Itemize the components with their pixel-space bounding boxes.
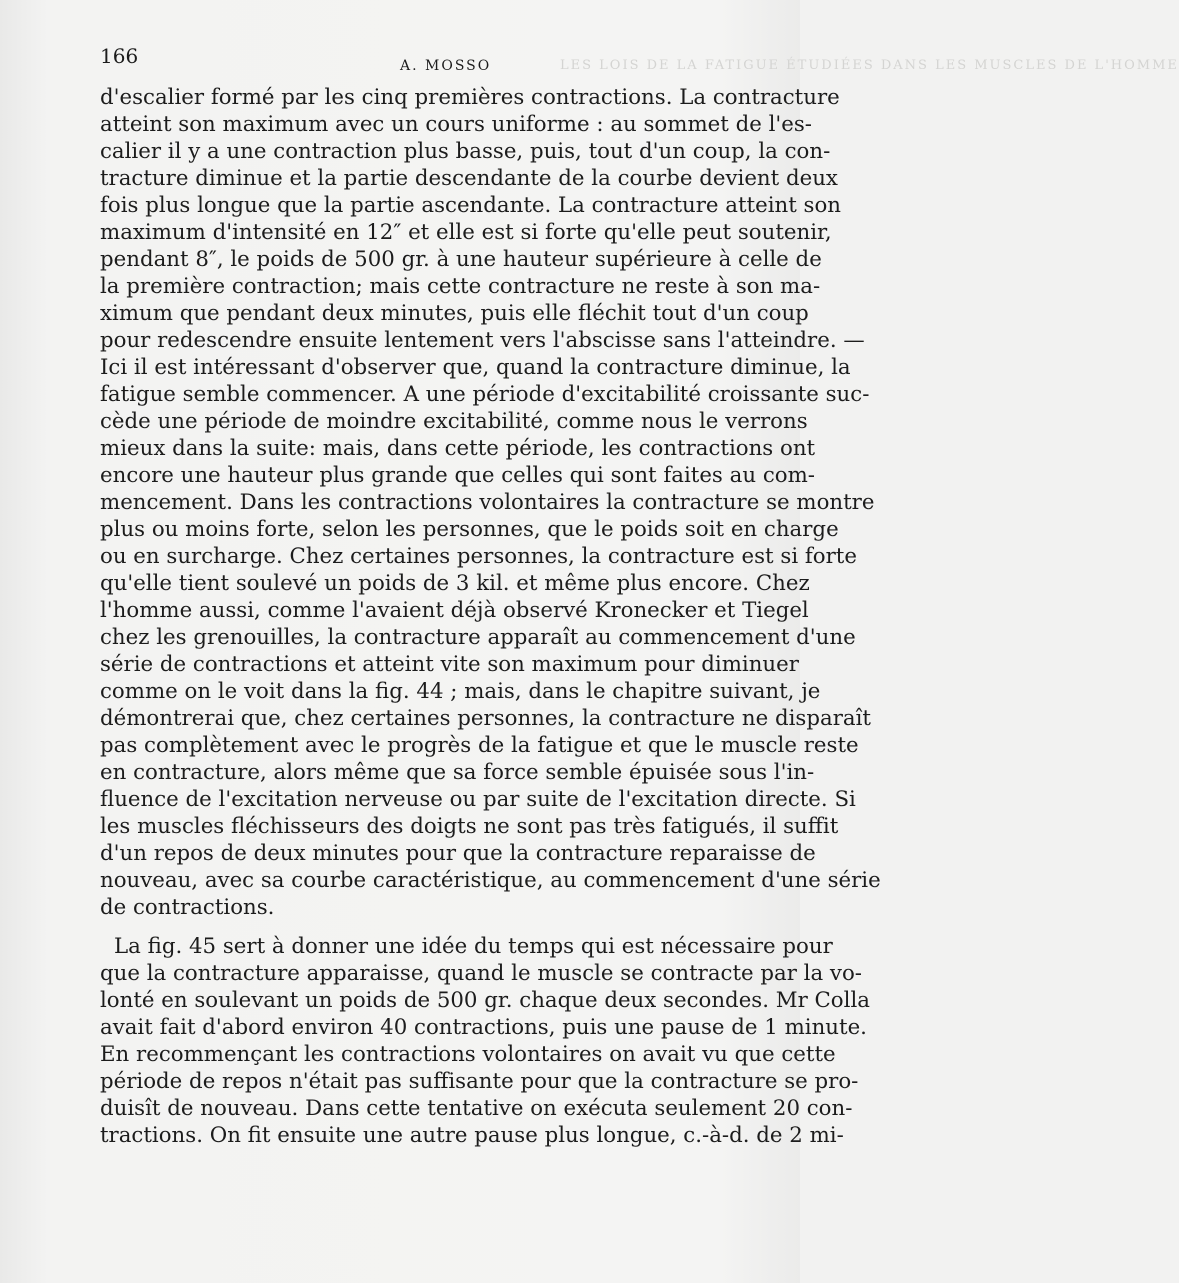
text-line: La fig. 45 sert à donner une idée du temps qui est nécessaire pour (114, 934, 833, 959)
text-line: période de repos n'était pas suffisante pour que la contracture se pro- (100, 1069, 859, 1094)
text-line: ou en surcharge. Chez certaines personnes, la contracture est si forte (100, 544, 857, 569)
text-line: fluence de l'excitation nerveuse ou par suite de l'excitation directe. Si (100, 787, 856, 812)
text-line: En recommençant les contractions volontaires on avait vu que cette (100, 1042, 836, 1067)
text-line: en contracture, alors même que sa force semble épuisée sous l'in- (100, 760, 815, 785)
text-line: série de contractions et atteint vite son maximum pour diminuer (100, 652, 799, 677)
text-line: pas complètement avec le progrès de la fatigue et que le muscle reste (100, 733, 859, 758)
text-line: calier il y a une contraction plus basse, puis, tout d'un coup, la con- (100, 139, 831, 164)
text-line: que la contracture apparaisse, quand le muscle se contracte par la vo- (100, 961, 862, 986)
text-line: les muscles fléchisseurs des doigts ne sont pas très fatigués, il suffit (100, 814, 839, 839)
text-line: pour redescendre ensuite lentement vers l'abscisse sans l'atteindre. — (100, 328, 865, 353)
body-text (100, 84, 881, 1149)
text-line: mieux dans la suite: mais, dans cette période, les contractions ont (100, 436, 816, 461)
text-line: cède une période de moindre excitabilité, comme nous le verrons (100, 409, 808, 434)
paragraph-1 (100, 84, 881, 921)
text-line: de contractions. (100, 895, 275, 920)
text-line: duisît de nouveau. Dans cette tentative on exécuta seulement 20 con- (100, 1096, 853, 1121)
text-line: maximum d'intensité en 12″ et elle est si forte qu'elle peut soutenir, (100, 220, 832, 245)
text-line: chez les grenouilles, la contracture apparaît au commencement d'une (100, 625, 856, 650)
text-line: d'un repos de deux minutes pour que la contracture reparaisse de (100, 841, 816, 866)
paragraph-gap (100, 921, 768, 933)
text-line: démontrerai que, chez certaines personnes, la contracture ne disparaît (100, 706, 871, 731)
text-line: tracture diminue et la partie descendante de la courbe devient deux (100, 166, 838, 191)
text-line: plus ou moins forte, selon les personnes, que le poids soit en charge (100, 517, 839, 542)
text-line: mencement. Dans les contractions volontaires la contracture se montre (100, 490, 875, 515)
running-head: A. MOSSO (400, 58, 492, 74)
text-line: comme on le voit dans la fig. 44 ; mais, dans le chapitre suivant, je (100, 679, 821, 704)
text-line: nouveau, avec sa courbe caractéristique, au commencement d'une série (100, 868, 881, 893)
text-line: pendant 8″, le poids de 500 gr. à une hauteur supérieure à celle de (100, 247, 822, 272)
page-number: 166 (100, 44, 139, 68)
text-line: l'homme aussi, comme l'avaient déjà observé Kronecker et Tiegel (100, 598, 809, 623)
bleed-through-text: LES LOIS DE LA FATIGUE ÉTUDIÉES DANS LES MUSCLES DE L'HOMME (560, 58, 1179, 73)
text-line: d'escalier formé par les cinq premières contractions. La contracture (100, 85, 840, 110)
text-line: avait fait d'abord environ 40 contractions, puis une pause de 1 minute. (100, 1015, 867, 1040)
text-line: atteint son maximum avec un cours uniforme : au sommet de l'es- (100, 112, 812, 137)
text-line: encore une hauteur plus grande que celles qui sont faites au com- (100, 463, 815, 488)
text-line: fatigue semble commencer. A une période d'excitabilité croissante suc- (100, 382, 870, 407)
page-header (100, 44, 770, 74)
text-line: fois plus longue que la partie ascendante. La contracture atteint son (100, 193, 842, 218)
text-line: la première contraction; mais cette contracture ne reste à son ma- (100, 274, 821, 299)
text-line: Ici il est intéressant d'observer que, quand la contracture diminue, la (100, 355, 851, 380)
text-line: ximum que pendant deux minutes, puis elle fléchit tout d'un coup (100, 301, 809, 326)
paragraph-2 (100, 933, 870, 1149)
text-line: lonté en soulevant un poids de 500 gr. chaque deux secondes. Mr Colla (100, 988, 870, 1013)
text-line: qu'elle tient soulevé un poids de 3 kil. et même plus encore. Chez (100, 571, 810, 596)
text-line: tractions. On fit ensuite une autre pause plus longue, c.-à-d. de 2 mi- (100, 1123, 844, 1148)
